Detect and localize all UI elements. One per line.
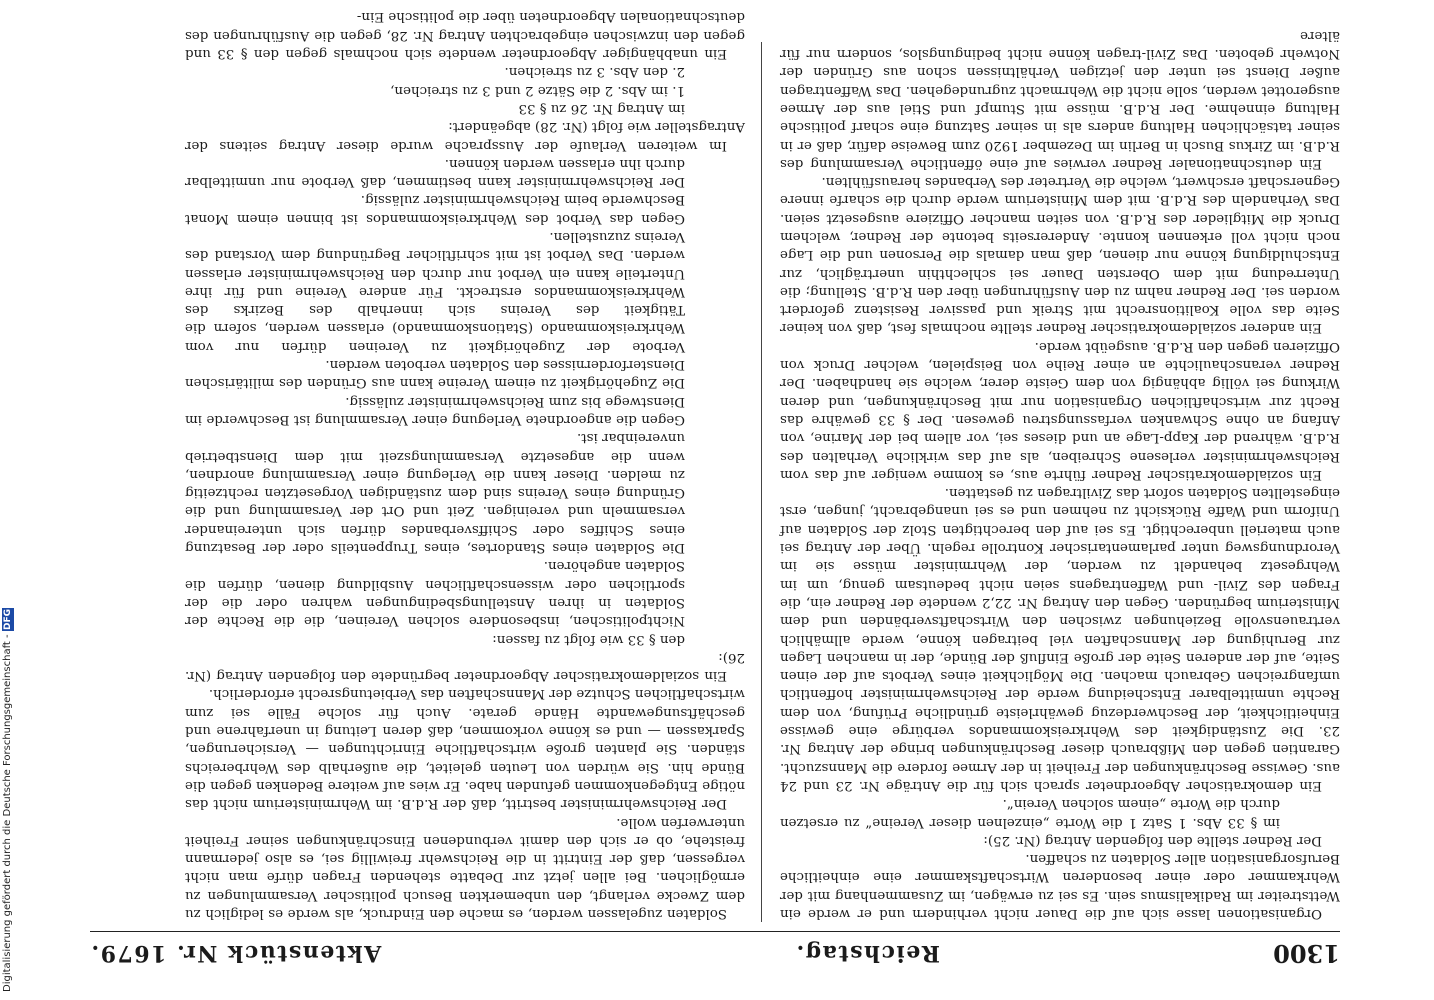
list-item: 2. den Abs. 3 zu streichen. xyxy=(504,64,685,80)
paragraph: Ein demokratischer Abgeordneter sprach sich für die Anträge Nr. 23 und 24 aus. Gewisse Beschränkungen der Freiheit in der Armee fordere die Mannszucht. Garantien gegen den Mißbrauch dieser Beschränkungen bringe der Antrag Nr. 23. Die Zuständigkeit des Wehrkreiskommandos verbürge eine gewisse Einheitlichkeit, der Beschwerdezug gewährleiste gründliche Prüfung, von dem Rechte unmittelbarer Entscheidung werde der Reichswehrminister hoffentlich umfangreichen Gebrauch machen. Die Möglichkeit eines Verbots auf der einen Seite, auf der anderen Seite der große Einfluß der Bünde, der in manchen Lagen zur Beruhigung der Mannschaften viel beitragen könne, werde allmählich vertrauensvolle Beziehungen zwischen den Wirtschaftsverbänden und dem Ministerium begründen. Gegen den Antrag Nr. 22,2 wendete der Redner ein, die Fragen des Zivil- und Waffentragens seien nicht bedeutsam genug, um im Wehrgesetz behandelt zu werden, der Wehrminister müsse sie im Verordnungsweg unter parlamentarischer Kontrolle regeln. Über der Antrag sei auch materiell unberechtigt. Es sei auf den berechtigten Stolz der Soldaten auf Uniform und Waffe Rücksicht zu nehmen und es sei unangebracht, jungen, erst eingestellten Soldaten sofort das Ziviltragen zu gestatten. xyxy=(780,485,1340,793)
funding-text: Digitalisierung gefördert durch die Deutsche Forschungsgemeinschaft - xyxy=(2,634,13,992)
page-number: 1300 xyxy=(1273,939,1340,968)
header-document: Aktenstück Nr. 1679. xyxy=(90,940,382,966)
paragraph: Organisationen lasse sich auf die Dauer nicht verhindern und er werde ein Wettstreiter im Radikalismus sein. Es sei zu erwägen, im Zusammenhang mit der Wehrkammer oder einer besonderen Wirtschaftskammer eine einheitliche Berufsorganisation aller Soldaten zu schaffen. xyxy=(780,851,1340,921)
paragraph: Im weiteren Verlaufe der Aussprache wurde dieser Antrag seitens der Antragsteller wie folgt (Nr. 28) abgeändert: xyxy=(185,119,745,153)
paragraph: im Antrag Nr. 26 zu § 33 xyxy=(518,100,685,116)
dfg-logo: DFG xyxy=(3,609,13,631)
paragraph: Der Redner stellte den folgenden Antrag (Nr. 25): xyxy=(983,832,1322,848)
quoted-motion: im § 33 Abs. 1 Satz 1 die Worte „einzelnen dieser Vereine“ zu ersetzen durch die Worte „einem solchen Verein“. xyxy=(780,796,1280,830)
motion-text: Die Zugehörigkeit zu einem Vereine kann aus Gründen des militärischen Diensterfordernisses den Soldaten verboten werden. xyxy=(185,357,685,391)
paragraph: Ein sozialdemokratischer Redner führte aus, es komme weniger auf das vom Reichswehrminister verlesene Schreiben, als auf das wirkliche Verhalten des R.d.B. während der Kapp-Lage an und dieses sei, vor allem bei der Marine, von Anfang an ohne Schwanken verfassungstreu gewesen. Der § 33 gewähre das Recht zur wirtschaftlichen Organisation nur mit Beschränkungen, und deren Wirkung sei völlig abhängig von dem Geiste derer, welche sie handhaben. Der Redner veranschaulichte an einer Reihe von Beispielen, welcher Druck von Offizieren gegen den R.d.B. ausgeübt werde. xyxy=(780,338,1340,482)
motion-text: Gegen das Verbot des Wehrkreiskommandos ist binnen einem Monat Beschwerde beim Reichswehrminister zulässig. xyxy=(185,192,685,226)
paragraph: Soldaten zugelassen werden, es mache den Eindruck, als werde es lediglich zu dem Zwecke verlangt, den unbemerkten Besuch politischer Versammlungen zu ermöglichen. Bei allen jetzt zur Debatte stehenden Fragen dürfe man nicht vergessen, daß der Eintritt in die Reichswehr freiwillig sei, es also jedermann freistehe, ob er sich den damit verbundenen Einschränkungen seiner Freiheit unterwerfen wolle. xyxy=(185,814,745,921)
motion-text: Nichtpolitischen, insbesondere solchen Vereinen, die die Rechte der Soldaten in ihren Anstellungsbedingungen wahren oder die der sportlichen oder wissenschaftlichen Ausbildung dienen, dürfen die Soldaten angehören. xyxy=(185,558,685,629)
left-column xyxy=(780,27,1340,922)
page-header xyxy=(90,931,1340,972)
paragraph: Ein anderer sozialdemokratischer Redner stellte nochmals fest, daß von keiner Seite das volle Koalitionsrecht mit Streik und passiver Resistenz gefordert worden sei. Der Redner nahm zu den Ausführungen über den R.d.B. Stellung; die Unterredung mit dem Obersten Dauer sei schlechthin unerträglich, zur Entschuldigung könne nur dienen, daß man damals die Personen und die Lage noch nicht voll erkennen konnte. Andererseits betonte der Redner, welchem Druck die Mitglieder des R.d.B. von seiten mancher Offiziere ausgesetzt seien. Das Verhandeln des R.d.B. mit dem Ministerium werde durch die scharfe innere Gegnerschaft erschwert, welche die Vertreter des Verbandes herausfühlten. xyxy=(780,174,1340,336)
motion-text: Gegen die angeordnete Verlegung einer Versammlung ist Beschwerde im Dienstwege bis zum Reichswehrminister zulässig. xyxy=(185,393,685,427)
motion-text: Die Soldaten eines Standortes, eines Truppenteils oder der Besatzung eines Schiffes oder Schiffsverbandes dürfen sich untereinander versammeln und vereinigen. Zeit und Ort der Versammlung und die Gründung eines Vereins sind dem zuständigen Vorgesetzten rechtzeitig zu melden. Dieser kann die Verlegung einer Versammlung anordnen, wenn die angesetzte Versammlungszeit mit dem Dienstbetrieb unvereinbar ist. xyxy=(185,430,685,556)
paragraph: Ein sozialdemokratischer Abgeordneter begründete den folgenden Antrag (Nr. 26): xyxy=(185,649,745,684)
header-title: Reichstag. xyxy=(795,940,940,966)
paragraph: den § 33 wie folgt zu fassen: xyxy=(492,631,685,647)
list-item: 1. im Abs. 2 die Sätze 2 und 3 zu streichen, xyxy=(390,82,685,98)
funding-notice xyxy=(2,609,16,992)
paragraph: Ein deutschnationaler Redner verwies auf eine öffentliche Versammlung des R.d.B. im Zirkus Busch in Berlin im Dezember 1920 zum Beweise dafür, daß er in seiner tatsächlichen Haltung anders als in seiner Satzung eine scharf politische Haltung einnehme. Der R.d.B. müsse mit Stumpf und Stiel aus der Armee ausgerottet werden, solle nicht die Wehrmacht zugrundegehen. Das Waffentragen außer Dienst sei unter den jetzigen Verhältnissen schon aus Gründen der Notwehr geboten. Das Zivil-tragen könne nicht bedingungslos, sondern nur für ältere xyxy=(780,27,1340,171)
paragraph: Ein unabhängiger Abgeordneter wendete sich nochmals gegen den § 33 und gegen den inzwischen eingebrachten Antrag Nr. 28, gegen die Ausführungen des deutschnationalen Abgeordneten über die politische Ein- xyxy=(185,9,745,62)
scanned-page xyxy=(70,9,1370,980)
paragraph: Der Reichswehrminister bestritt, daß der R.d.B. im Wehrministerium nicht das nötige Entgegenkommen gefunden habe. Er wies auf weitere Bedenken gegen die Bünde hin. Sie würden von Leuten geleitet, die außerhalb des Wehrbereichs ständen. Sie planten große wirtschaftliche Einrichtungen — Versicherungen, Sparkassen — und es könne vorkommen, daß deren Leitung in unerfahrene und geschäftsungewandte Hände gerate. Auch für solche Fälle sei zum wirtschaftlichen Schutze der Mannschaften das Verbietungsrecht erforderlich. xyxy=(185,686,745,812)
right-column xyxy=(185,9,745,922)
motion-text: Verbote der Zugehörigkeit zu Vereinen dürfen nur vom Wehrkreiskommando (Stationskommando) erlassen werden, sofern die Tätigkeit des Vereins sich innerhalb des Bezirks des Wehrkreiskommandos erstreckt. Für andere Vereine und für ihre Unterteile kann ein Verbot nur durch den Reichswehrminister erlassen werden. Das Verbot ist mit schriftlicher Begründung dem Vorstand des Vereins zuzustellen. xyxy=(185,229,685,354)
motion-text: Der Reichswehrminister kann bestimmen, daß Verbote nur unmittelbar durch ihn erlassen werden können. xyxy=(185,155,685,190)
column-divider xyxy=(761,42,762,922)
